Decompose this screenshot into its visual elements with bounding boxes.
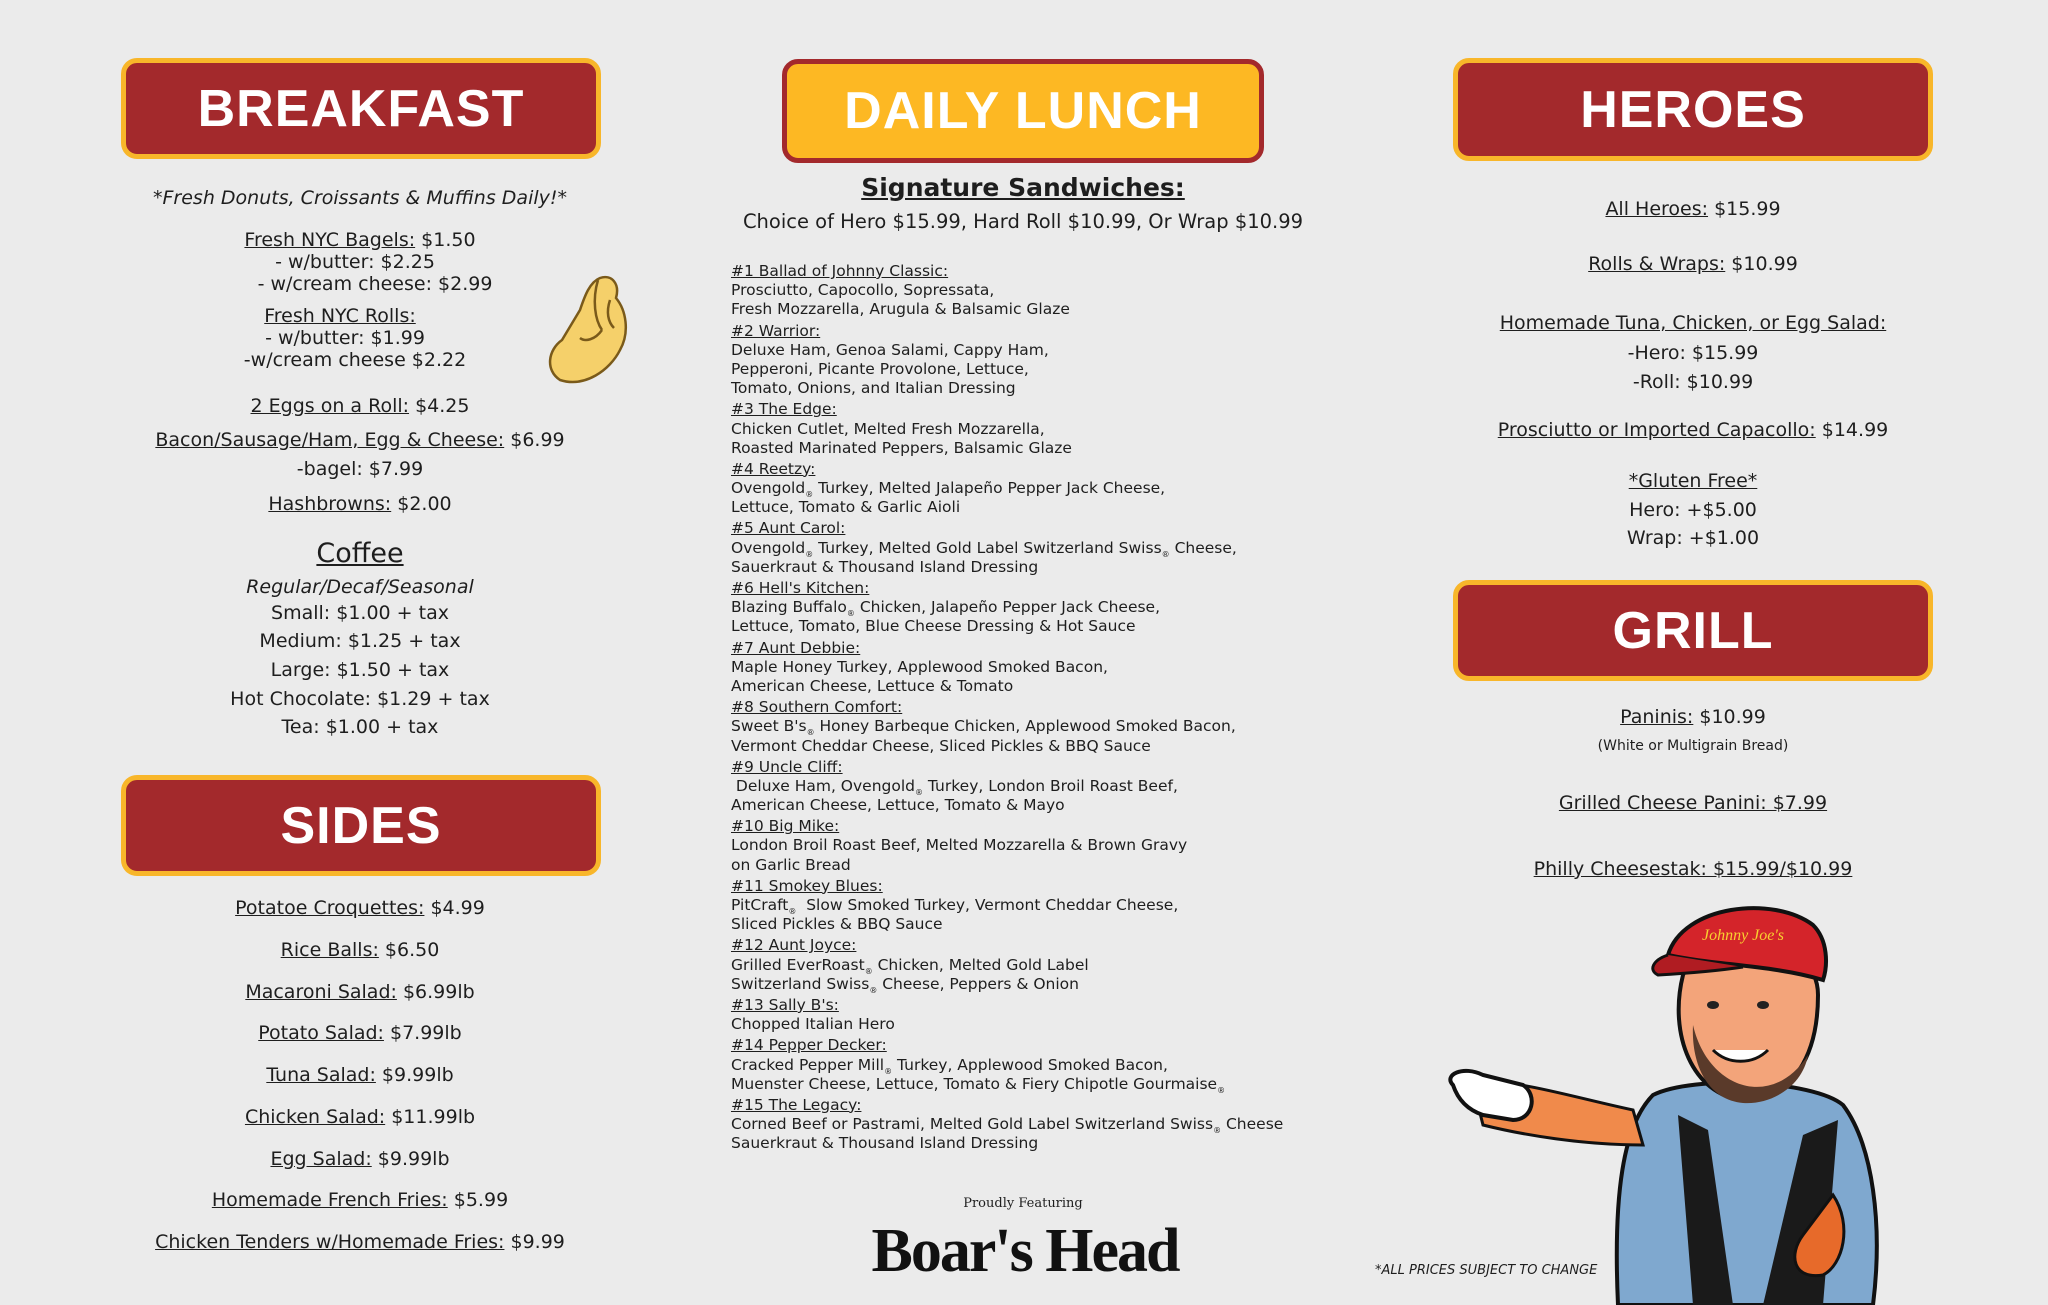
- grill-header: GRILL: [1453, 580, 1933, 681]
- sandwich-item: [731, 1036, 1351, 1094]
- sandwich-ingredients: Sauerkraut & Thousand Island Dressing: [731, 1134, 1039, 1153]
- bacon-line: [100, 430, 620, 451]
- side-item: [100, 1149, 620, 1170]
- sandwich-ingredients: American Cheese, Lettuce, Tomato & Mayo: [731, 796, 1065, 815]
- sandwich-ingredients: Sauerkraut & Thousand Island Dressing: [731, 557, 1039, 576]
- pinched-fingers-icon: [540, 270, 632, 392]
- sandwich-ingredients: Ovengold$_®$ Turkey, Melted Gold Label Switzerland Swiss$_®$ Cheese,: [731, 538, 1237, 559]
- boars-head-logo: [830, 1216, 1220, 1288]
- coffee-subtitle: Regular/Decaf/Seasonal: [246, 576, 474, 598]
- sandwich-name: #14 Pepper Decker:: [731, 1036, 887, 1055]
- rolls-label-text: Fresh NYC Rolls:: [264, 305, 416, 327]
- rolls-cream-cheese: -w/cream cheese $2.22: [243, 349, 467, 371]
- sandwich-ingredients: Ovengold$_®$ Turkey, Melted Jalapeño Pepper Jack Cheese,: [731, 479, 1166, 500]
- sandwich-name: #1 Ballad of Johnny Classic:: [731, 262, 949, 280]
- coffee-item: Medium: $1.25 + tax: [259, 630, 461, 652]
- sandwich-ingredients: Fresh Mozzarella, Arugula & Balsamic Glaze: [731, 300, 1070, 319]
- sandwich-item: [731, 877, 1351, 935]
- bacon-price: $6.99: [504, 429, 565, 451]
- sandwich-ingredients: Deluxe Ham, Ovengold$_®$ Turkey, London Broil Roast Beef,: [731, 776, 1178, 797]
- sandwich-name: #9 Uncle Cliff:: [731, 757, 843, 776]
- prices-footnote: *ALL PRICES SUBJECT TO CHANGE: [1375, 1263, 1598, 1278]
- sandwich-ingredients: Prosciutto, Capocollo, Sopressata,: [731, 281, 995, 300]
- all-heroes-price: $15.99: [1708, 198, 1781, 220]
- sandwich-item: [731, 996, 1351, 1034]
- sandwich-ingredients: Chicken Cutlet, Melted Fresh Mozzarella,: [731, 419, 1045, 438]
- coffee-item: Hot Chocolate: $1.29 + tax: [230, 688, 490, 710]
- side-item: [100, 982, 620, 1003]
- boars-head-logo-text: Boar's Head: [871, 1217, 1179, 1285]
- gluten-hero: Hero: +$5.00: [1629, 499, 1757, 521]
- side-item: [100, 940, 620, 961]
- bagels-label: Fresh NYC Bagels:: [244, 229, 416, 251]
- choice-line: Choice of Hero $15.99, Hard Roll $10.99, Or Wrap $10.99: [742, 210, 1304, 233]
- eggs-price: $4.25: [409, 395, 470, 417]
- sandwich-item: [731, 322, 1351, 399]
- eggs-label: 2 Eggs on a Roll:: [250, 395, 410, 417]
- side-label: Homemade French Fries:: [211, 1189, 448, 1211]
- sandwich-ingredients: Vermont Cheddar Cheese, Sliced Pickles & BBQ Sauce: [731, 736, 1151, 755]
- sandwich-item: [731, 936, 1351, 994]
- sandwich-ingredients: Blazing Buffalo$_®$ Chicken, Jalapeño Pepper Jack Cheese,: [731, 598, 1161, 619]
- side-price: $6.99lb: [396, 981, 475, 1003]
- sandwich-ingredients: Grilled EverRoast$_®$ Chicken, Melted Gold Label: [731, 955, 1089, 976]
- side-item: [100, 1065, 620, 1086]
- sandwich-ingredients: London Broil Roast Beef, Melted Mozzarella & Brown Gravy: [731, 836, 1188, 855]
- sandwich-ingredients: Muenster Cheese, Lettuce, Tomato & Fiery Chipotle Gourmaise$_®$: [731, 1074, 1226, 1095]
- sandwich-name: #7 Aunt Debbie:: [731, 638, 861, 657]
- signature-sandwiches-title: Signature Sandwiches:: [861, 173, 1185, 202]
- sandwich-item: [731, 817, 1351, 875]
- hashbrowns-price: $2.00: [391, 493, 452, 515]
- prosciutto-line: [1433, 420, 1953, 441]
- rolls-butter: - w/butter: $1.99: [265, 327, 425, 349]
- sandwich-ingredients: Switzerland Swiss$_®$ Cheese, Peppers & Onion: [731, 974, 1079, 995]
- paninis-note: (White or Multigrain Bread): [1597, 738, 1789, 754]
- side-item: [100, 1232, 620, 1253]
- sandwich-name: #11 Smokey Blues:: [731, 876, 883, 895]
- proudly-featuring: Proudly Featuring: [963, 1196, 1083, 1211]
- sandwich-name: #8 Southern Comfort:: [731, 698, 903, 717]
- side-label: Macaroni Salad:: [245, 981, 397, 1003]
- salad-roll: -Roll: $10.99: [1632, 371, 1754, 393]
- salad-label: Homemade Tuna, Chicken, or Egg Salad:: [1499, 312, 1887, 334]
- philly-line: Philly Cheesestak: $15.99/$10.99: [1533, 858, 1853, 880]
- sandwich-ingredients: Corned Beef or Pastrami, Melted Gold Label Switzerland Swiss$_®$ Cheese: [731, 1115, 1284, 1136]
- sandwich-ingredients: Sliced Pickles & BBQ Sauce: [731, 915, 943, 934]
- sandwich-ingredients: Tomato, Onions, and Italian Dressing: [731, 379, 1016, 398]
- sandwich-ingredients: Lettuce, Tomato & Garlic Aioli: [731, 498, 961, 517]
- all-heroes-label: All Heroes:: [1605, 198, 1709, 220]
- paninis-line: [1433, 707, 1953, 728]
- sandwich-ingredients: American Cheese, Lettuce & Tomato: [731, 676, 1014, 695]
- sandwich-ingredients: Maple Honey Turkey, Applewood Smoked Bacon,: [731, 657, 1108, 676]
- sandwich-name: #13 Sally B's:: [731, 995, 839, 1014]
- bagels-line: [100, 230, 620, 251]
- side-label: Tuna Salad:: [266, 1064, 376, 1086]
- side-label: Potatoe Croquettes:: [235, 897, 425, 919]
- side-item: [100, 1190, 620, 1211]
- side-item: [100, 1023, 620, 1044]
- bagels-butter: - w/butter: $2.25: [275, 251, 435, 273]
- sides-header: SIDES: [121, 775, 601, 876]
- sandwich-item: [731, 758, 1351, 816]
- sandwich-name: #15 The Legacy:: [731, 1095, 862, 1114]
- side-label: Egg Salad:: [270, 1148, 372, 1170]
- side-price: $9.99: [504, 1231, 565, 1253]
- coffee-item: Small: $1.00 + tax: [271, 602, 449, 624]
- sandwich-name: #4 Reetzy:: [731, 459, 816, 478]
- coffee-title: Coffee: [316, 538, 404, 569]
- rolls-wraps-line: [1433, 254, 1953, 275]
- side-item: [100, 1107, 620, 1128]
- sandwich-item: [731, 639, 1351, 697]
- side-price: $4.99: [424, 897, 485, 919]
- all-heroes-line: [1433, 199, 1953, 220]
- sandwich-item: [731, 519, 1351, 577]
- sandwich-item: [731, 1096, 1351, 1154]
- prosciutto-label: Prosciutto or Imported Capacollo:: [1497, 419, 1816, 441]
- rolls-wraps-label: Rolls & Wraps:: [1588, 253, 1726, 275]
- eggs-line: [100, 396, 620, 417]
- sandwich-name: #3 The Edge:: [731, 400, 837, 419]
- hashbrowns-line: [100, 494, 620, 515]
- coffee-item: Large: $1.50 + tax: [270, 659, 450, 681]
- sandwich-ingredients: Lettuce, Tomato, Blue Cheese Dressing & Hot Sauce: [731, 617, 1136, 636]
- sandwich-ingredients: Pepperoni, Picante Provolone, Lettuce,: [731, 359, 1029, 378]
- bagels-price: $1.50: [415, 229, 476, 251]
- hashbrowns-label: Hashbrowns:: [268, 493, 392, 515]
- side-price: $5.99: [447, 1189, 509, 1211]
- sandwich-item: [731, 460, 1351, 518]
- gluten-free-line: [1433, 471, 1953, 492]
- salad-line: [1433, 313, 1953, 334]
- sandwich-ingredients: Chopped Italian Hero: [731, 1015, 895, 1034]
- breakfast-tagline: *Fresh Donuts, Croissants & Muffins Daily!*: [153, 187, 567, 209]
- mascot-illustration: [1443, 895, 1893, 1305]
- sandwich-ingredients: on Garlic Bread: [731, 855, 851, 874]
- sandwich-ingredients: Roasted Marinated Peppers, Balsamic Glaze: [731, 438, 1072, 457]
- gluten-wrap: Wrap: +$1.00: [1626, 527, 1760, 549]
- breakfast-column: [100, 0, 620, 1305]
- daily-lunch-header: DAILY LUNCH: [782, 59, 1264, 163]
- sandwich-ingredients: Sweet $B's_®$ Honey Barbeque Chicken, Applewood Smoked Bacon,: [731, 717, 1236, 738]
- side-price: $7.99lb: [383, 1022, 462, 1044]
- sandwich-name: #6 Hell's Kitchen:: [731, 579, 870, 597]
- sandwich-item: [731, 698, 1351, 756]
- rolls-wraps-price: $10.99: [1725, 253, 1798, 275]
- sandwich-ingredients: Cracked Pepper Mill$_®$ Turkey, Applewood Smoked Bacon,: [731, 1055, 1168, 1076]
- sandwich-ingredients: Deluxe Ham, Genoa Salami, Cappy Ham,: [731, 340, 1049, 359]
- sandwich-list: [731, 262, 1351, 1155]
- salad-hero: -Hero: $15.99: [1627, 342, 1759, 364]
- sandwich-name: #5 Aunt Carol:: [731, 519, 846, 538]
- bagels-cream-cheese: - w/cream cheese: $2.99: [257, 273, 493, 295]
- paninis-label: Paninis:: [1620, 706, 1694, 728]
- sandwich-item: [731, 262, 1351, 320]
- prosciutto-price: $14.99: [1815, 419, 1889, 441]
- side-price: $9.99lb: [375, 1064, 454, 1086]
- side-label: Chicken Tenders w/Homemade Fries:: [155, 1231, 505, 1253]
- bacon-bagel: -bagel: $7.99: [296, 458, 424, 480]
- side-label: Rice Balls:: [280, 939, 379, 961]
- breakfast-header: BREAKFAST: [121, 58, 601, 159]
- sandwich-item: [731, 400, 1351, 458]
- side-label: Chicken Salad:: [244, 1106, 386, 1128]
- mascot-cap-text: Johnny Joe's: [1701, 927, 1785, 944]
- side-price: $6.50: [378, 939, 440, 961]
- bacon-label: Bacon/Sausage/Ham, Egg & Cheese:: [155, 429, 505, 451]
- coffee-item: Tea: $1.00 + tax: [281, 716, 439, 738]
- sandwich-item: [731, 579, 1351, 637]
- gluten-free-label: *Gluten Free*: [1628, 470, 1758, 492]
- paninis-price: $10.99: [1693, 706, 1766, 728]
- side-item: [100, 898, 620, 919]
- sandwich-ingredients: PitCraft$_®$ Slow Smoked Turkey, Vermont Cheddar Cheese,: [731, 896, 1179, 916]
- sandwich-name: #12 Aunt Joyce:: [731, 936, 857, 955]
- side-price: $11.99lb: [385, 1106, 476, 1128]
- grilled-cheese-line: Grilled Cheese Panini: $7.99: [1558, 792, 1828, 814]
- heroes-header: HEROES: [1453, 58, 1933, 161]
- sandwich-name: #2 Warrior:: [731, 321, 821, 340]
- side-label: Potato Salad:: [258, 1022, 384, 1044]
- sandwich-name: #10 Big Mike:: [731, 817, 840, 836]
- side-price: $9.99lb: [371, 1148, 450, 1170]
